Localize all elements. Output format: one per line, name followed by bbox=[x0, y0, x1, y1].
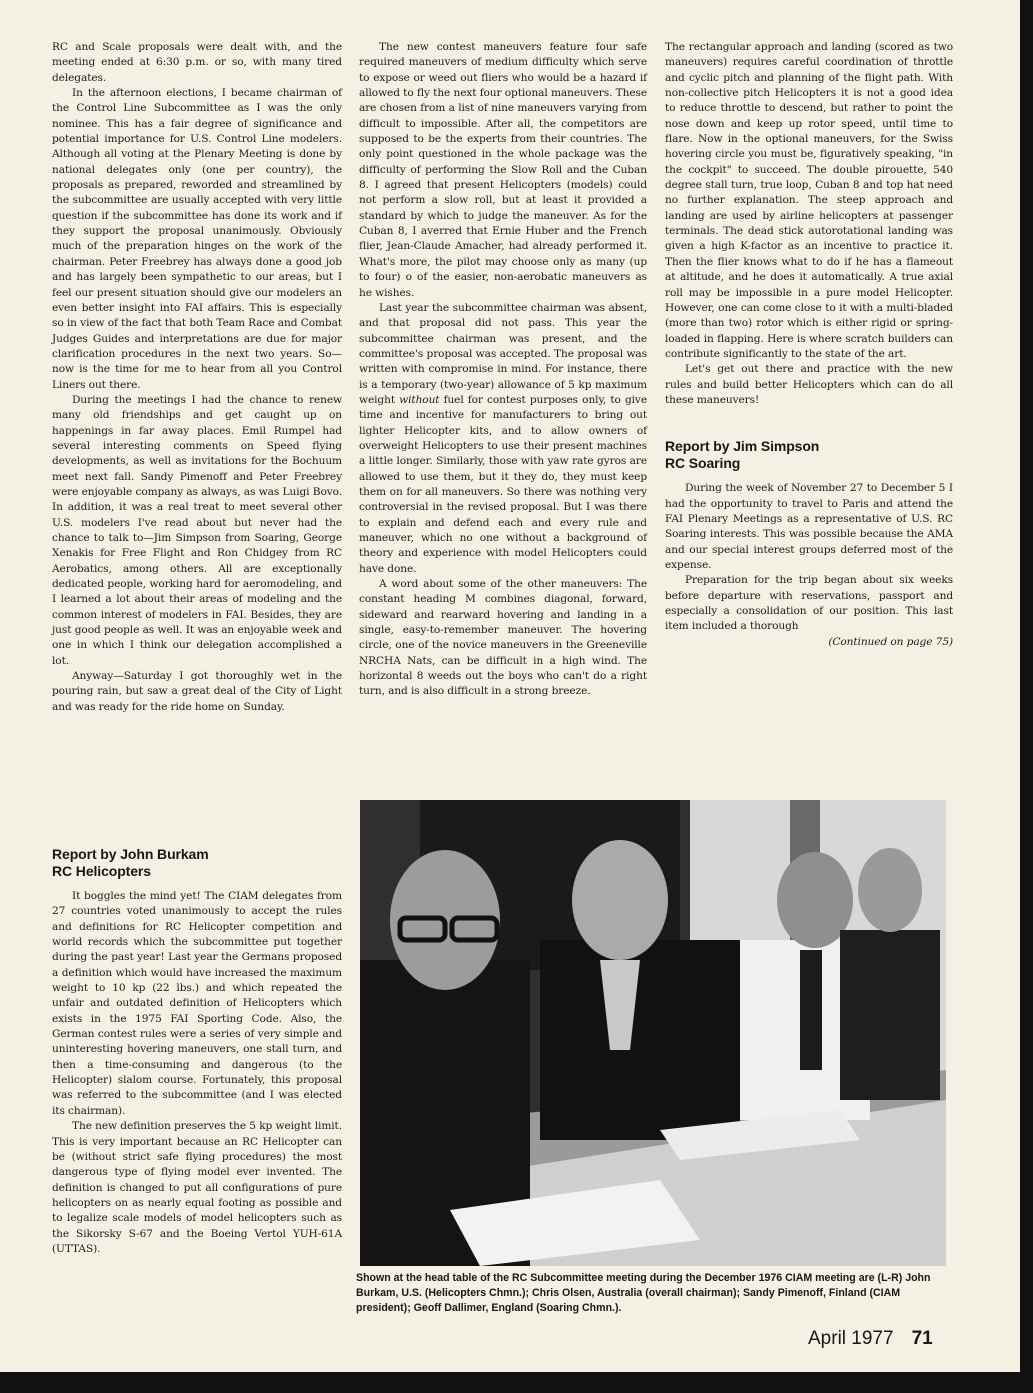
issue-date: April 1977 bbox=[808, 1328, 894, 1349]
paragraph: A word about some of the other maneuvers: The constant heading M combines diagonal, forward, sideward and rearward hovering and landing in a single, easy-to-remember maneuver. The hovering circle, one of the novice maneuvers in the Greeneville NRCHA Nats, can be difficult in a high wind. The horizontal 8 weeds out the boys who can't do a right turn, and is also difficult in a strong breeze. bbox=[359, 578, 647, 698]
text: fuel for contest purposes only, to give time and incentive for manufacturers to bring out lighter Helicopter kits, and to allow owners of overweight Helicopters to use their present machines a little longer. Similarly, those with yaw rate gyros are allowed to use them, but it they do, they must keep them on for all maneuvers. So there was nothing very controversial in the revised proposal. But I was there to explain and defend each and every rule and maneuver, which no one without a background of theory and experience with model Helicopters could have done. bbox=[359, 393, 647, 575]
paragraph: During the week of November 27 to December 5 I had the opportunity to travel to Paris and attend the FAI Plenary Meetings as a representative of U.S. RC Soaring interests. This was possible because the AMA and our special interest groups deferred most of the expense. bbox=[665, 482, 953, 571]
heading-topic: RC Helicopters bbox=[52, 863, 151, 879]
paragraph: The new contest maneuvers feature four safe required maneuvers of medium difficulty which serve to expose or weed out fliers who would be a hazard if allowed to fly the next four optional maneuvers. These are chosen from a list of nine maneuvers varying from difficult to impossible. After all, the competitors are supposed to be the experts from their countries. The only point questioned in the whole package was the difficulty of performing the Slow Roll and the Cuban 8. I agreed that present Helicopters (models) could not perform a slow roll, but at least it provided a standard by which to judge the maneuver. As for the Cuban 8, I averred that Ernie Huber and the French flier, Jean-Claude Amacher, had already performed it. What's more, the pilot may choose only as many (up to four) o of the easier, non-aerobatic maneuvers as he wishes. bbox=[359, 41, 647, 299]
burkam-report bbox=[52, 846, 342, 1257]
column-1 bbox=[52, 40, 342, 715]
heading-topic: RC Soaring bbox=[665, 455, 741, 472]
text: Last year the subcommittee chairman was absent, and that proposal did not pass. This year the subcommittee chairman was present, and the committee's proposal was accepted. The proposal was written with compromise in mind. For instance, there is a temporary (two-year) allowance of 5 kp maximum weight bbox=[359, 301, 647, 406]
paragraph: Anyway—Saturday I got thoroughly wet in the pouring rain, but saw a great deal of the City of Light and was ready for the ride home on Sunday. bbox=[52, 670, 342, 713]
column-3 bbox=[665, 40, 953, 650]
paragraph bbox=[359, 301, 647, 577]
paragraph: The new definition preserves the 5 kp weight limit. This is very important because an RC Helicopter can be (without strict safe flying procedures) the most dangerous type of flying model ever invented. The definition is changed to put all configurations of pure helicopters on as nearly equal footing as possible and to legalize scale models of model helicopters such as the Sikorsky S-67 and the Boeing Vertol YUH-61A (UTTAS). bbox=[52, 1120, 342, 1255]
paragraph: It boggles the mind yet! The CIAM delegates from 27 countries voted unanimously to accept the rules and definitions for RC Helicopter competition and world records which the subcommittee put together during the past year! Last year the Germans proposed a definition which would have increased the maximum weight to 10 kp (22 lbs.) and which repeated the unfair and outdated definition of Helicopters which exists in the 1975 FAI Sporting Code. Also, the German contest rules were a series of very simple and uninteresting hovering maneuvers, one stall turn, and then a time-consuming and dangerous (to the Helicopter) slalom course. Fortunately, this proposal was referred to the subcommittee (and I was elected its chairman). bbox=[52, 890, 342, 1117]
continued-note: (Continued on page 75) bbox=[828, 635, 953, 648]
meeting-photo bbox=[360, 800, 946, 1266]
paragraph: In the afternoon elections, I became chairman of the Control Line Subcommittee as I was the only nominee. This has a fair degree of significance and potential importance for U.S. Control Line modelers. Although all voting at the Plenary Meeting is done by national delegates only (one per country), the proposals as prepared, reworded and streamlined by the subcommittee are usually accepted with very little question if the subcommittee has done its work and if they support the proposal unanimously. Obviously much of the preparation hinges on the work of the chairman. Peter Freebrey has always done a good job and has largely been sympathetic to our areas, but I feel our present situation should give our modelers an even better insight into FAI affairs. This is especially so in view of the fact that both Team Race and Combat Judges Guides and interpretations are due for major clarification procedures in the next two years. So—now is the time for me to hear from all you Control Liners out there. bbox=[52, 87, 342, 391]
paragraph: Let's get out there and practice with the new rules and build better Helicopters which can do all these maneuvers! bbox=[665, 363, 953, 406]
section-heading bbox=[665, 438, 953, 472]
photo-caption: Shown at the head table of the RC Subcommittee meeting during the December 1976 CIAM meeting are (L-R) John Burkam, U.S. (Helicopters Chmn.); Chris Olsen, Australia (overall chairman); Sandy Pimenoff, Finland (CIAM president); Geoff Dallimer, England (Soaring Chmn.). bbox=[356, 1272, 931, 1314]
paragraph: During the meetings I had the chance to renew many old friendships and get caught up on happenings in far away places. Emil Rumpel had several interesting comments on Speed flying developments, as well as invitations for the Bochuum meet next fall. Sandy Pimenoff and Peter Freebrey were enjoyable company as always, as was Luigi Bovo. In addition, it was a real treat to meet several other U.S. modelers I've read about but never had the chance to talk to—Jim Simpson from Soaring, George Xenakis for Free Flight and Ron Chidgey from RC Aerobatics, among others. All are exceptionally dedicated people, working hard for aeromodeling, and I learned a lot about their areas of modeling and the common interest of modelers in FAI. Besides, they are just good people as well. It was an enjoyable week and one in which I think our delegation accomplished a lot. bbox=[52, 393, 342, 667]
column-2 bbox=[359, 40, 647, 700]
photo-illustration bbox=[360, 800, 946, 1266]
page-number: 71 bbox=[911, 1328, 933, 1349]
heading-author: Report by Jim Simpson bbox=[665, 438, 820, 455]
paragraph: Preparation for the trip began about six weeks before departure with reservations, passport and especially a consolidation of our position. This last item included a thorough bbox=[665, 574, 953, 633]
heading-author: Report by John Burkam bbox=[52, 846, 209, 862]
page-footer bbox=[808, 1328, 933, 1350]
section-heading bbox=[52, 846, 342, 880]
italic-text: without bbox=[399, 393, 440, 406]
paragraph: RC and Scale proposals were dealt with, and the meeting ended at 6:30 p.m. or so, with many tired delegates. bbox=[52, 41, 342, 84]
paragraph: The rectangular approach and landing (scored as two maneuvers) requires careful coordination of throttle and cyclic pitch and planning of the flight path. With non-collective pitch Helicopters it is not a good idea to reduce throttle to descend, but rather to point the nose down and keep up rotor speed, until time to flare. Now in the optional maneuvers, for the Swiss hovering circle you must be, figuratively speaking, "in the cockpit" to succeed. The double pirouette, 540 degree stall turn, true loop, Cuban 8 and top hat need no further explanation. The steep approach and landing are used by airline helicopters at passenger terminals. The dead stick autorotational landing was given a high K-factor as an incentive to practice it. Then the flier knows what to do if he has a flameout at altitude, and he does it automatically. A true axial roll may be impossible in a pure model Helicopter. However, one can come close to it with a multi-bladed (more than two) rotor which is either rigid or spring-loaded in flapping. Here is where scratch builders can contribute significantly to the state of the art. bbox=[665, 41, 953, 360]
